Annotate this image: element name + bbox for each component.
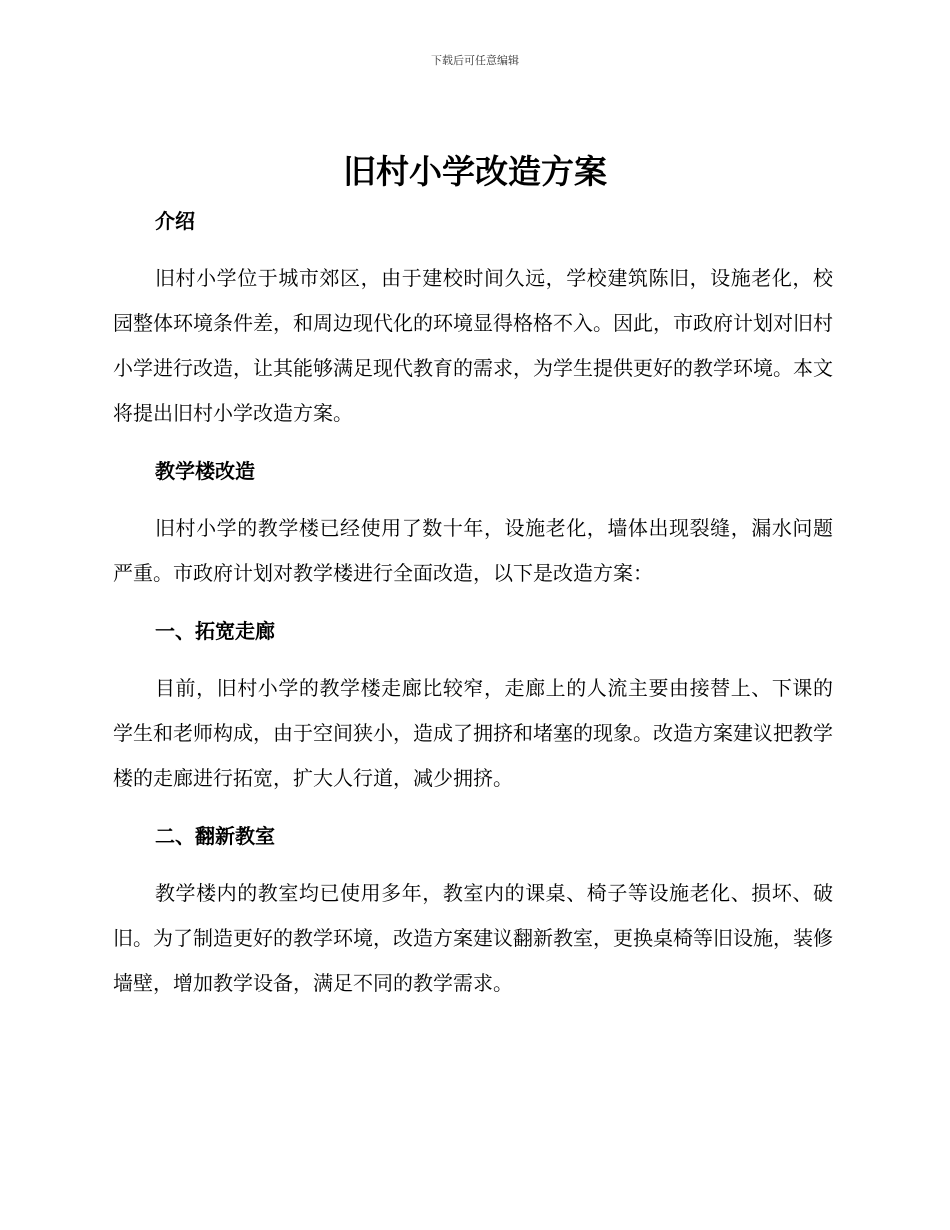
section-heading-classroom: 二、翻新教室 (155, 824, 275, 848)
section-paragraph-building: 旧村小学的教学楼已经使用了数十年，设施老化，墙体出现裂缝，漏水问题严重。市政府计划对教学楼进行全面改造，以下是改造方案： (113, 516, 833, 585)
section-heading-intro: 介绍 (155, 209, 195, 233)
document-body (113, 198, 833, 1018)
section-paragraph-classroom: 教学楼内的教室均已使用多年，教室内的课桌、椅子等设施老化、损坏、破旧。为了制造更好的教学环境，改造方案建议翻新教室，更换桌椅等旧设施，装修墙壁，增加教学设备，满足不同的教学需求。 (113, 881, 833, 995)
page-header-note: 下载后可任意编辑 (431, 54, 519, 67)
section-heading-building: 教学楼改造 (155, 459, 255, 483)
section-paragraph-corridor: 目前，旧村小学的教学楼走廊比较窄，走廊上的人流主要由接替上、下课的学生和老师构成，由于空间狭小，造成了拥挤和堵塞的现象。改造方案建议把教学楼的走廊进行拓宽，扩大人行道，减少拥挤。 (113, 676, 833, 790)
section-paragraph-intro: 旧村小学位于城市郊区，由于建校时间久远，学校建筑陈旧，设施老化，校园整体环境条件差，和周边现代化的环境显得格格不入。因此，市政府计划对旧村小学进行改造，让其能够满足现代教育的需求，为学生提供更好的教学环境。本文将提出旧村小学改造方案。 (113, 266, 833, 425)
document-title: 旧村小学改造方案 (343, 152, 607, 191)
section-heading-corridor: 一、拓宽走廊 (155, 619, 275, 643)
